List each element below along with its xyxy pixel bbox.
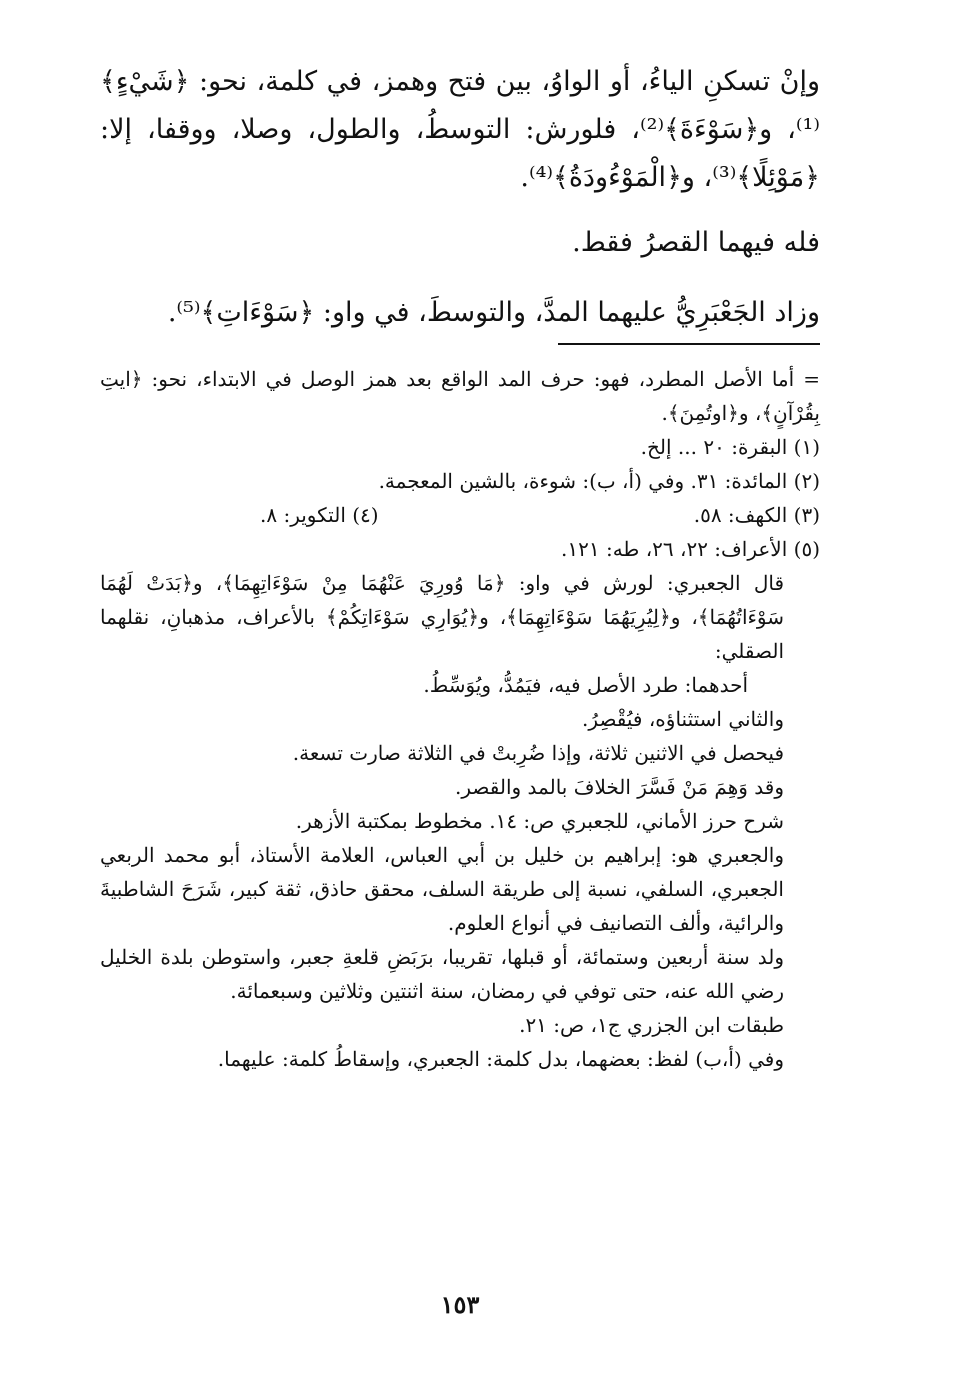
first-view: أحدهما: طرد الأصل فيه، فيَمُدُّ، ويُوَسِّطُ. (423, 673, 748, 697)
page-number: ١٥٣ (440, 1290, 480, 1319)
footnote-continuation: = أما الأصل المطرد، فهو: حرف المد الواقع بعد همز الوصل في الابتداء، نحو: ﴿ايتِ بِقُرْآنٍ﴾، و﴿اوتُمِنَ﴾. (100, 367, 820, 425)
main-paragraph-2: فله فيهما القصرُ فقط. (572, 227, 820, 258)
footnote-3: (٣) الكهف: ٥٨. (693, 503, 820, 527)
second-view: والثاني استثناؤه، فيُقْصِرُ. (582, 707, 784, 731)
footnote-2: (٢) المائدة: ٣١. وفي (أ، ب): شوءة، بالشين المعجمة. (378, 469, 820, 493)
result-text: فيحصل في الاثنين ثلاثة، وإذا ضُرِبتْ في الثلاثة صارت تسعة. (292, 741, 784, 765)
book-page (100, 0, 820, 1383)
footnote-separator (558, 343, 820, 345)
main-paragraph-1: وإنْ تسكنِ الياءُ، أو الواوُ، بين فتح وهمز، في كلمة، نحو: ﴿شَيْءٍ﴾⁽¹⁾، و﴿سَوْءَةَ﴾⁽²⁾، فلورش: التوسطُ، والطول، وصلا، ووقفا، إلا: ﴿مَوْئِلًا﴾⁽³⁾، و﴿الْمَوْءُودَةُ﴾⁽⁴⁾. (100, 66, 820, 193)
error-note: وقد وَهِمَ مَنْ فَسَّرَ الخلافَ بالمد والقصر. (455, 775, 784, 799)
main-text (100, 58, 820, 342)
biography-2: ولد سنة أربعين وستمائة، أو قبلها، تقريبا، برَبَضِ قلعةِ جعبر، واستوطن بلدة الخليل رضي الله عنه، حتى توفي في رمضان، سنة اثنتين وثلاثين وسبعمائة. (100, 945, 784, 1003)
variant-note: وفي (أ،ب) لفظ: بعضهما، بدل كلمة: الجعبري، وإسقاطُ كلمة: عليهما. (217, 1047, 784, 1071)
main-paragraph-3: وزاد الجَعْبَرِيُّ عليهما المدَّ، والتوسطَ، في واو: ﴿سَوْءَاتِ﴾⁽⁵⁾. (167, 297, 820, 328)
footnote-row-3-4 (260, 498, 820, 532)
source-1: شرح حرز الأماني، للجعبري ص: ١٤. مخطوط بمكتبة الأزهر. (295, 809, 784, 833)
footnote-5: (٥) الأعراف: ٢٢، ٢٦، طه: ١٢١. (561, 537, 820, 561)
footnote-4: (٤) التكوير: ٨. (260, 503, 379, 527)
jabari-quote: قال الجعبري: لورش في واو: ﴿مَا وُورِيَ عَنْهُمَا مِنْ سَوْءَاتِهِمَا﴾، و﴿بَدَتْ لَهُمَا سَوْءَاتُهُمَا﴾، و﴿لِيُرِيَهُمَا سَوْءَاتِهِمَا﴾، و﴿يُوَارِي سَوْءَاتِكُمْ﴾ بالأعراف، مذهبانِ، نقلهما الصقلي: (100, 571, 784, 663)
footnotes (100, 362, 820, 1076)
footnote-1: (١) البقرة: ٢٠ ... إلخ. (640, 435, 820, 459)
source-2: طبقات ابن الجزري ج١، ص: ٢١. (519, 1013, 784, 1037)
biography-1: والجعبري هو: إبراهيم بن خليل بن أبي العباس، العلامة الأستاذ، أبو محمد الربعي الجعبري، السلفي، نسبة إلى طريقة السلف، محقق حاذق، ثقة كبير، شَرَحَ الشاطبيةَ والرائية، وألف التصانيف في أنواع العلوم. (100, 843, 784, 935)
